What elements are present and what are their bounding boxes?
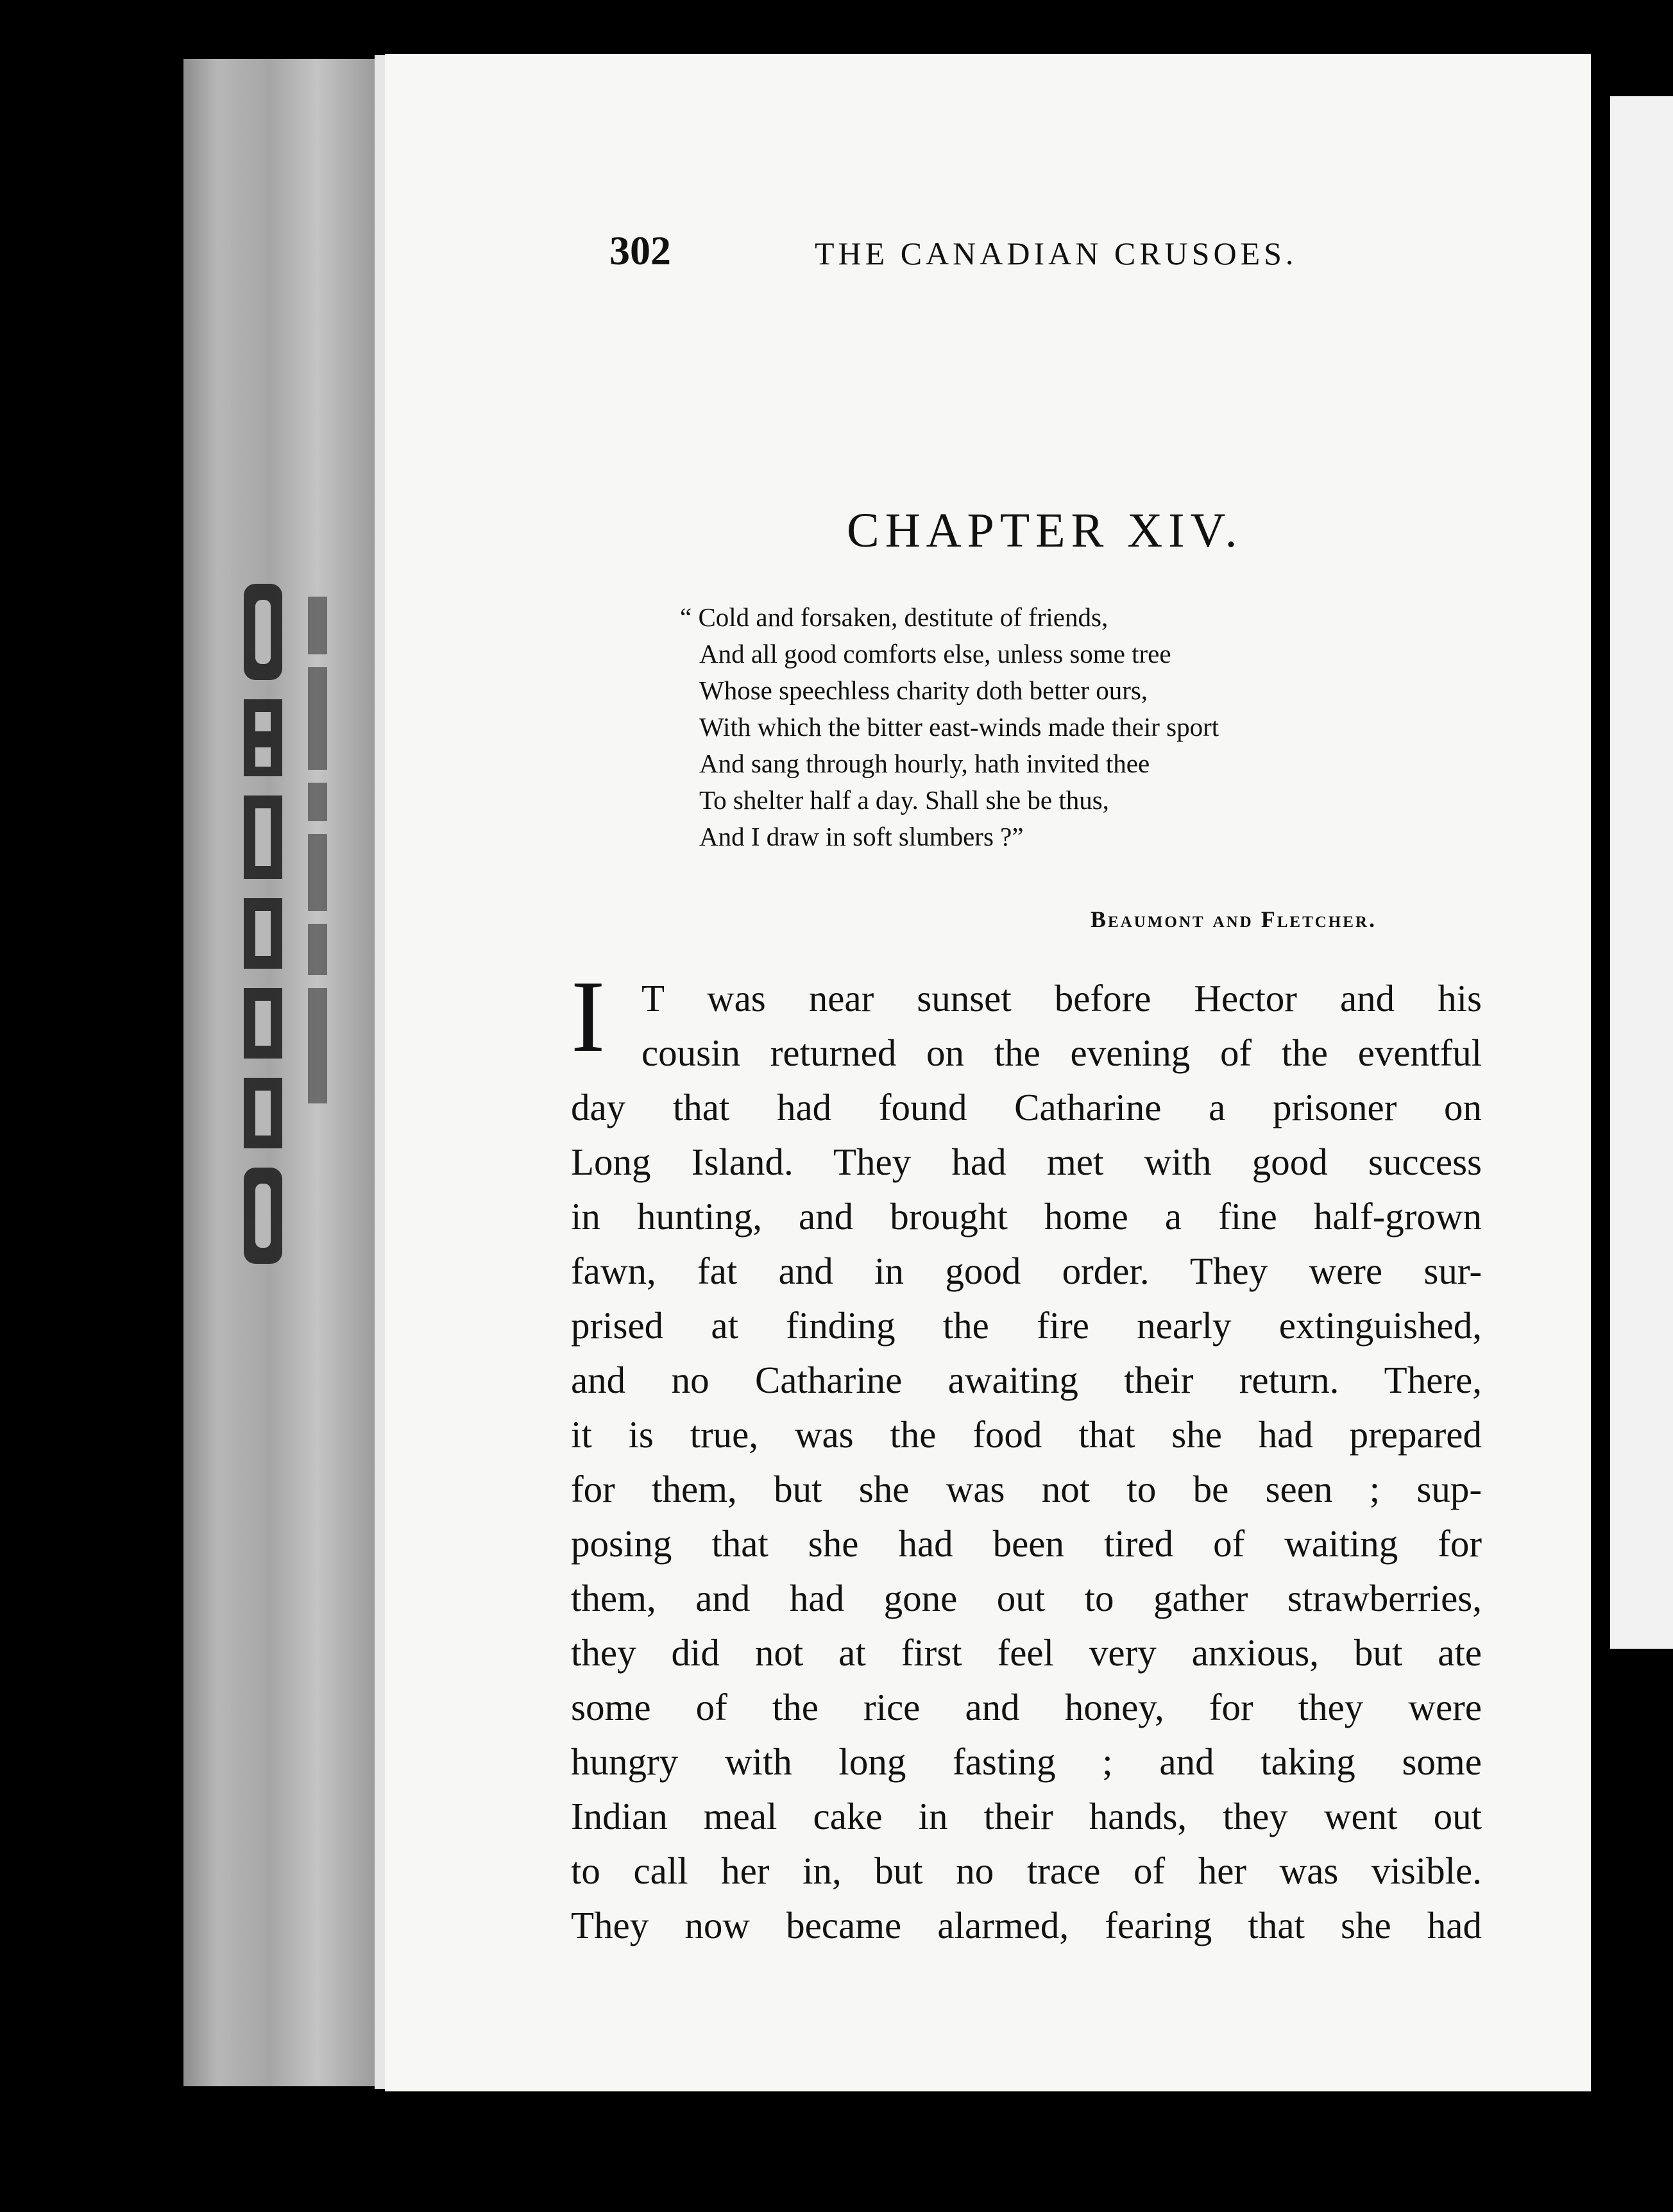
body-line: for them, but she was not to be seen ; sup- xyxy=(571,1468,1482,1510)
body-line: Indian meal cake in their hands, they went out xyxy=(571,1795,1482,1837)
body-line: prised at finding the fire nearly extinguished, xyxy=(571,1304,1482,1347)
page-border xyxy=(1591,0,1610,2212)
epigraph-line: And I draw in soft slumbers ?” xyxy=(699,822,1024,851)
body-line: them, and had gone out to gather strawberries, xyxy=(571,1577,1482,1619)
body-line: hungry with long fasting ; and taking some xyxy=(571,1740,1482,1783)
adjacent-page-edge xyxy=(1610,96,1673,1649)
body-line: some of the rice and honey, for they were xyxy=(571,1686,1482,1728)
running-head xyxy=(609,227,1495,278)
drop-cap: I xyxy=(571,959,606,1073)
epigraph-line: With which the bitter east-winds made their sport xyxy=(699,712,1219,742)
body-line: in hunting, and brought home a fine half-grown xyxy=(571,1195,1482,1238)
body-line: it is true, was the food that she had prepared xyxy=(571,1413,1482,1456)
epigraph-attribution: Beaumont and Fletcher. xyxy=(1091,906,1377,932)
epigraph-line: Whose speechless charity doth better ours, xyxy=(699,676,1148,705)
chapter-heading: CHAPTER XIV. xyxy=(847,504,1243,557)
body-line: they did not at first feel very anxious, but ate xyxy=(571,1631,1482,1674)
body-line: day that had found Catharine a prisoner on xyxy=(571,1086,1482,1128)
body-line: fawn, fat and in good order. They were sur- xyxy=(571,1250,1482,1292)
epigraph-line: And sang through hourly, hath invited thee xyxy=(699,749,1150,778)
page-number: 302 xyxy=(609,228,671,273)
body-line: and no Catharine awaiting their return. There, xyxy=(571,1359,1482,1401)
body-line: to call her in, but no trace of her was visible. xyxy=(571,1850,1482,1892)
running-title: THE CANADIAN CRUSOES. xyxy=(815,235,1298,271)
body-line: posing that she had been tired of waiting for xyxy=(571,1522,1482,1565)
body-line: They now became alarmed, fearing that she had xyxy=(571,1904,1482,1946)
book-page xyxy=(385,54,1591,2091)
epigraph xyxy=(680,599,1578,855)
epigraph-line: And all good comforts else, unless some tree xyxy=(699,639,1171,668)
epigraph-line: “ Cold and forsaken, destitute of friends, xyxy=(680,602,1108,632)
body-line: cousin returned on the evening of the eventful xyxy=(641,1032,1482,1074)
body-line: Long Island. They had met with good success xyxy=(571,1141,1482,1183)
body-line: T was near sunset before Hector and his xyxy=(641,977,1482,1019)
body-text xyxy=(571,959,1482,1953)
library-stamp xyxy=(237,571,346,1289)
epigraph-line: To shelter half a day. Shall she be thus, xyxy=(699,785,1109,815)
